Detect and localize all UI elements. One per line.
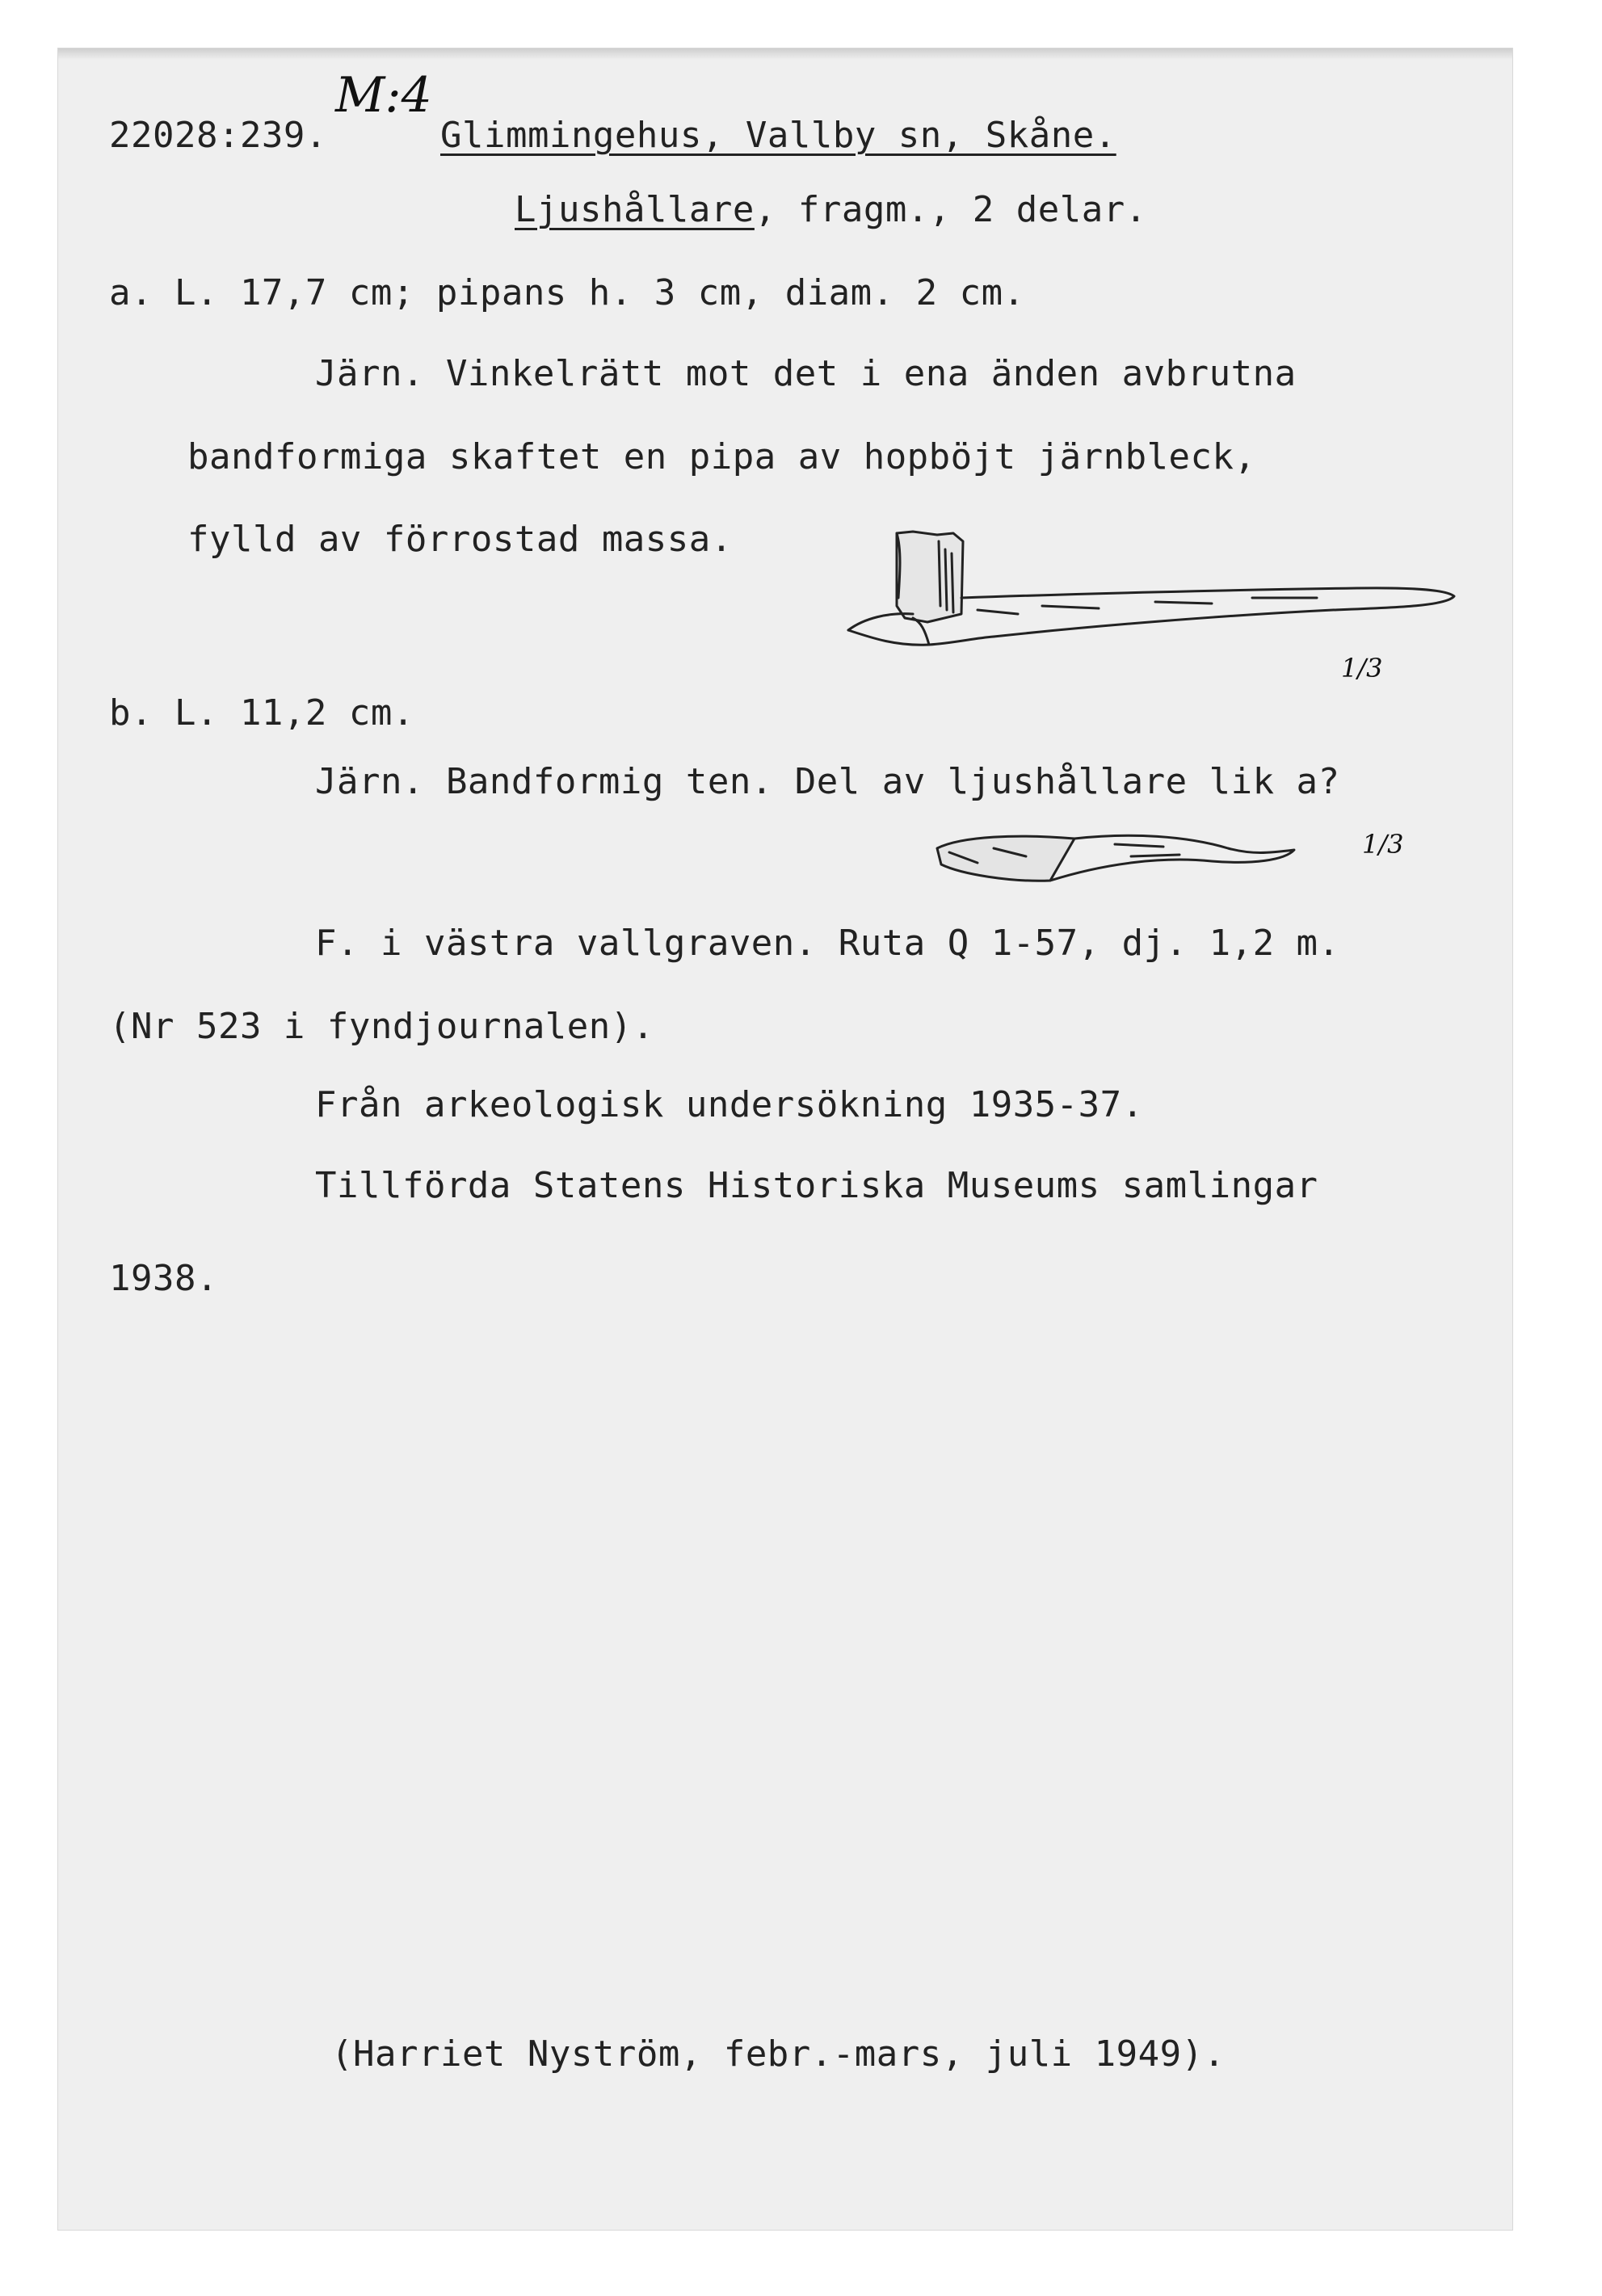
part-b-description: Järn. Bandformig ten. Del av ljushållare lik a?	[315, 761, 1340, 802]
scale-label-a: 1/3	[1341, 653, 1383, 683]
object-heading	[515, 187, 1147, 233]
find-location: F. i västra vallgraven. Ruta Q 1-57, dj. 1,2 m.	[315, 923, 1340, 964]
handwritten-mark: M:4	[335, 67, 432, 124]
author-signature: (Harriet Nyström, febr.-mars, juli 1949).	[331, 2033, 1226, 2075]
excavation-line: Från arkeologisk undersökning 1935-37.	[315, 1084, 1144, 1125]
object-rest: , fragm., 2 delar.	[754, 189, 1147, 230]
scale-label-b: 1/3	[1362, 829, 1404, 860]
object-name: Ljushållare	[515, 189, 755, 230]
collection-line1: Tillförda Statens Historiska Museums samlingar	[315, 1165, 1318, 1206]
collection-line2: 1938.	[109, 1258, 218, 1299]
find-journal: (Nr 523 i fyndjournalen).	[109, 1006, 654, 1047]
part-a-desc-line2: bandformiga skaftet en pipa av hopböjt järnbleck,	[187, 436, 1256, 477]
part-b-measurements: b. L. 11,2 cm.	[109, 692, 414, 734]
site-heading: Glimmingehus, Vallby sn, Skåne.	[440, 115, 1116, 156]
card-top-edge	[58, 48, 1512, 60]
candleholder-a-drawing	[832, 517, 1478, 671]
part-a-measurements: a. L. 17,7 cm; pipans h. 3 cm, diam. 2 cm.	[109, 272, 1025, 313]
candleholder-b-drawing	[929, 824, 1317, 897]
part-a-desc-line3: fylld av förrostad massa.	[187, 519, 733, 560]
part-a-desc-line1: Järn. Vinkelrätt mot det i ena änden avbrutna	[315, 353, 1297, 394]
inventory-number: 22028:239.	[109, 115, 327, 156]
